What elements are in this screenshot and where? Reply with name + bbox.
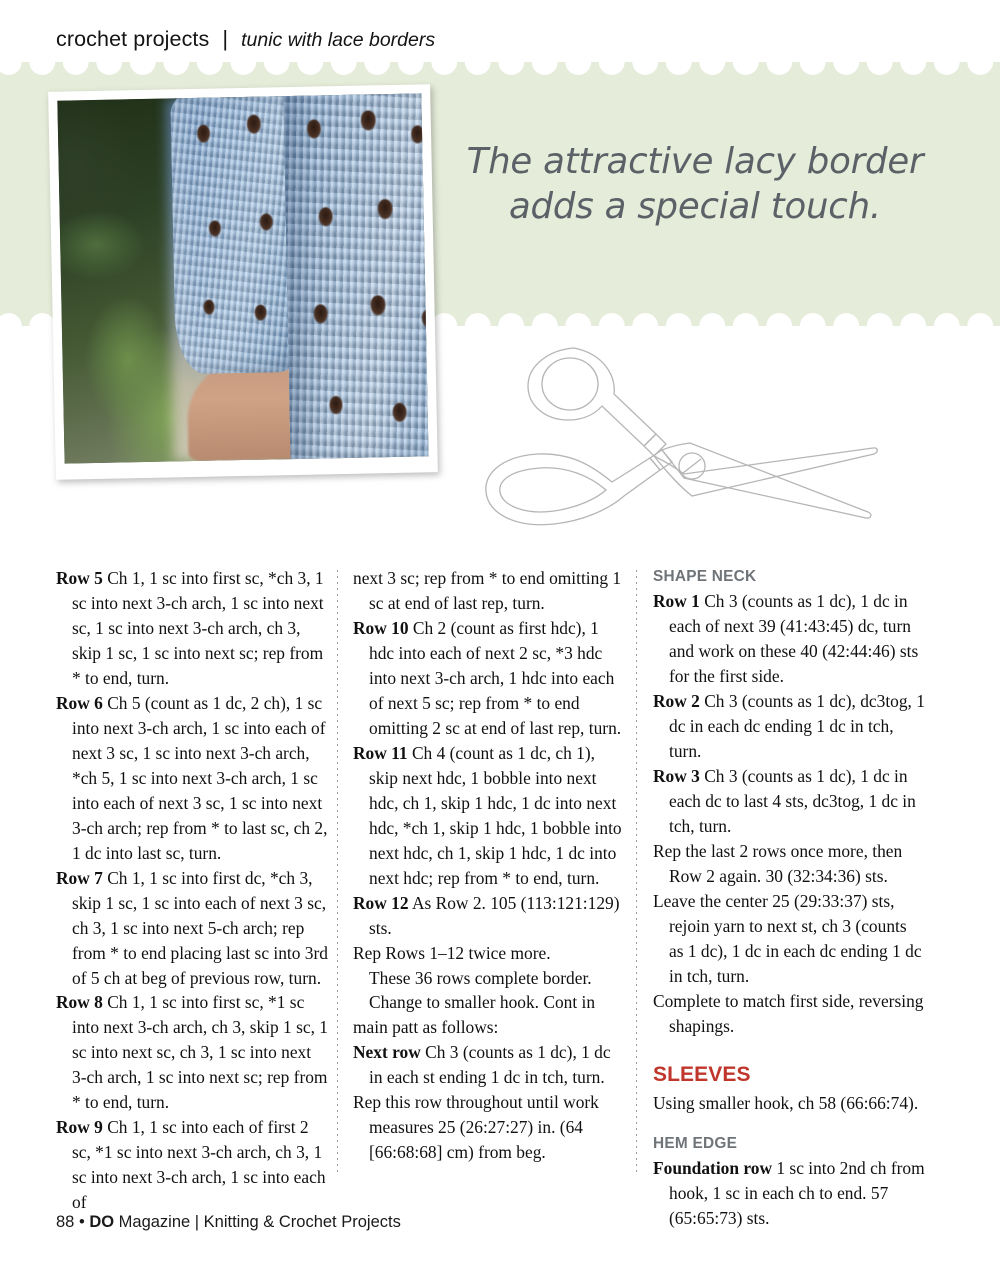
pattern-row bbox=[653, 1156, 925, 1231]
pattern-note: Rep this row throughout until work measures 25 (26:27:27) in. (64 [66:68:68] cm) from beg. bbox=[353, 1092, 599, 1163]
pattern-note: These 36 rows complete border. bbox=[369, 967, 592, 988]
pattern-row bbox=[56, 691, 328, 866]
pattern-note: Rep Rows 1–12 twice more. bbox=[353, 942, 551, 963]
row-text: Ch 1, 1 sc into first dc, *ch 3, skip 1 sc, 1 sc into each of next 3 sc, ch 3, 1 sc into next 5-ch arch; rep from * to end placing last sc into 3rd of 5 ch at beg of previous row, turn. bbox=[72, 867, 328, 988]
column-2 bbox=[353, 566, 625, 1165]
row-text: Ch 1, 1 sc into each of first 2 sc, *1 sc into next 3-ch arch, ch 3, 1 sc into next 3-ch arch, 1 sc into each of bbox=[72, 1117, 326, 1213]
footer-page-number: 88 bbox=[56, 1213, 75, 1231]
header-separator: | bbox=[222, 26, 229, 51]
row-label: Row 3 bbox=[653, 765, 700, 786]
pattern-row bbox=[56, 866, 328, 991]
row-text: Ch 2 (count as first hdc), 1 hdc into each of next 2 sc, *3 hdc into next 3-ch arch, 1 hdc into each of next 5 sc; rep from * to end omitting 2 sc at end of last rep, turn. bbox=[369, 617, 622, 738]
pattern-row bbox=[353, 741, 625, 891]
pattern-note: Complete to match first side, reversing shapings. bbox=[653, 990, 924, 1036]
row-text: Ch 3 (counts as 1 dc), 1 dc in each dc to last 4 sts, dc3tog, 1 dc in tch, turn. bbox=[669, 765, 916, 836]
pattern-note: Change to smaller hook. Cont in bbox=[369, 992, 596, 1013]
photo-tunic-body bbox=[283, 93, 429, 463]
column-divider-2 bbox=[636, 570, 637, 1174]
column-3 bbox=[653, 566, 925, 1231]
row-label: Row 12 bbox=[353, 892, 409, 913]
section-heading-sleeves: SLEEVES bbox=[653, 1062, 751, 1086]
page-header bbox=[56, 26, 435, 56]
row-label: Row 9 bbox=[56, 1117, 103, 1138]
footer-rest: Magazine | Knitting & Crochet Projects bbox=[114, 1213, 401, 1231]
row-label: Foundation row bbox=[653, 1157, 773, 1178]
row-label: Row 10 bbox=[353, 617, 409, 638]
pattern-row bbox=[56, 990, 328, 1115]
row-text: As Row 2. 105 (113:121:129) sts. bbox=[369, 892, 620, 938]
scalloped-edge-top bbox=[0, 62, 1000, 79]
pattern-note: Rep the last 2 rows once more, then Row 2 again. 30 (32:34:36) sts. bbox=[653, 840, 903, 886]
scissors-icon bbox=[478, 336, 888, 536]
pull-quote: The attractive lacy border adds a special touch. bbox=[466, 141, 924, 227]
section-heading-hem-edge: HEM EDGE bbox=[653, 1134, 738, 1152]
pattern-note: main patt as follows: bbox=[353, 1017, 499, 1038]
pattern-row bbox=[353, 891, 625, 941]
row-text: Ch 3 (counts as 1 dc), 1 dc in each st ending 1 dc in tch, turn. bbox=[369, 1042, 611, 1088]
sleeves-text: Using smaller hook, ch 58 (66:66:74). bbox=[653, 1092, 919, 1113]
column-divider-1 bbox=[337, 570, 338, 1174]
row-text: Ch 1, 1 sc into first sc, *1 sc into next 3-ch arch, ch 3, skip 1 sc, 1 sc into next sc, ch 3, 1 sc into next 3-ch arch, 1 sc into next sc; rep from * to end, turn. bbox=[72, 992, 328, 1113]
row-label: Row 2 bbox=[653, 690, 700, 711]
pattern-row bbox=[353, 1040, 625, 1090]
pattern-continuation: next 3 sc; rep from * to end omitting 1 sc at end of last rep, turn. bbox=[353, 568, 622, 613]
row-label: Row 1 bbox=[653, 591, 700, 612]
pattern-row bbox=[653, 764, 925, 839]
photo-image bbox=[57, 93, 428, 463]
footer-bullet-glyph: • bbox=[78, 1213, 85, 1231]
row-text: Ch 3 (counts as 1 dc), dc3tog, 1 dc in each dc ending 1 dc in tch, turn. bbox=[669, 690, 925, 761]
page-footer bbox=[56, 1213, 401, 1232]
row-text: Ch 1, 1 sc into first sc, *ch 3, 1 sc into next 3-ch arch, 1 sc into next sc, 1 sc into next 3-ch arch, ch 3, skip 1 sc, 1 sc into next sc; rep from * to end, turn. bbox=[72, 568, 324, 688]
pattern-row bbox=[353, 616, 625, 741]
section-heading-shape-neck: SHAPE NECK bbox=[653, 568, 757, 585]
project-photo bbox=[48, 84, 438, 480]
row-label: Row 8 bbox=[56, 992, 103, 1013]
row-text: Ch 5 (count as 1 dc, 2 ch), 1 sc into next 3-ch arch, 1 sc into each of next 3 sc, 1 sc into next 3-ch arch, *ch 5, 1 sc into next 3-ch arch, 1 sc into each of next 3 sc, 1 sc into next 3-ch arch; rep from * to last sc, ch 2, 1 dc into last sc, turn. bbox=[72, 692, 328, 863]
pattern-row bbox=[56, 1115, 328, 1215]
row-text: 1 sc into 2nd ch from hook, 1 sc in each ch to end. 57 (65:65:73) sts. bbox=[669, 1157, 925, 1228]
row-label: Row 5 bbox=[56, 568, 103, 588]
footer-brand: DO bbox=[89, 1213, 115, 1231]
pattern-note: Leave the center 25 (29:33:37) sts, rejoin yarn to next st, ch 3 (counts as 1 dc), 1 dc in each dc ending 1 dc in tch, turn. bbox=[653, 890, 922, 986]
row-label: Row 11 bbox=[353, 742, 408, 763]
row-label: Row 6 bbox=[56, 692, 103, 713]
row-label: Row 7 bbox=[56, 867, 103, 888]
pattern-row bbox=[653, 689, 925, 764]
pattern-row bbox=[653, 589, 925, 689]
row-label: Next row bbox=[353, 1042, 421, 1063]
row-text: Ch 3 (counts as 1 dc), 1 dc in each of next 39 (41:43:45) dc, turn and work on these 40 (42:44:46) sts for the first side. bbox=[669, 591, 919, 686]
column-1 bbox=[56, 566, 328, 1215]
spacer bbox=[653, 1039, 925, 1060]
header-category: crochet projects bbox=[56, 27, 210, 51]
pattern-row bbox=[56, 566, 328, 691]
row-text: Ch 4 (count as 1 dc, ch 1), skip next hdc, 1 bobble into next hdc, ch 1, skip 1 hdc, 1 dc into next hdc, *ch 1, skip 1 hdc, 1 bobble into next hdc, ch 1, skip 1 hdc, 1 dc into next hdc; rep from * to end, turn. bbox=[369, 742, 622, 888]
page-title: tunic with lace borders bbox=[241, 29, 436, 51]
spacer bbox=[653, 1116, 925, 1133]
